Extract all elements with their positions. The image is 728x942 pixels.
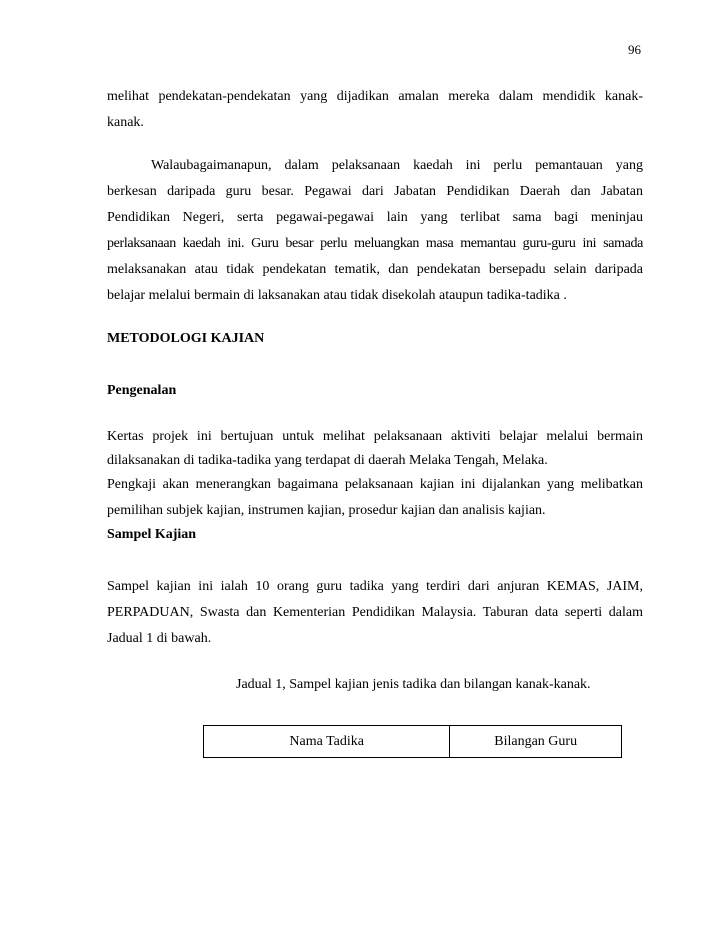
text-line: PERPADUAN, Swasta dan Kementerian Pendidikan Malaysia. Taburan data seperti dalam: [107, 605, 643, 620]
page-number: 96: [628, 42, 641, 57]
text-line: Walaubagaimanapun, dalam pelaksanaan kaedah ini perlu pemantauan yang: [151, 158, 643, 173]
text-line: Pendidikan Negeri, serta pegawai-pegawai lain yang terlibat sama bagi meninjau: [107, 210, 643, 225]
table-header-bilangan-guru: Bilangan Guru: [450, 726, 622, 758]
paragraph-sampel: [107, 574, 643, 652]
text-line: Sampel kajian ini ialah 10 orang guru tadika yang terdiri dari anjuran KEMAS, JAIM,: [107, 579, 643, 594]
text-line: Jadual 1 di bawah.: [107, 631, 212, 646]
text-line: dilaksanakan di tadika-tadika yang terdapat di daerah Melaka Tengah, Melaka.: [107, 453, 548, 468]
table-caption: Jadual 1, Sampel kajian jenis tadika dan bilangan kanak-kanak.: [236, 677, 591, 692]
text-line: kanak.: [107, 115, 144, 130]
text-line: berkesan daripada guru besar. Pegawai dari Jabatan Pendidikan Daerah dan Jabatan: [107, 184, 643, 199]
table-header-nama-tadika: Nama Tadika: [204, 726, 450, 758]
subsection-heading-sampel: Sampel Kajian: [107, 527, 197, 542]
paragraph-pengenalan: [107, 425, 643, 523]
section-heading-metodologi: METODOLOGI KAJIAN: [107, 331, 265, 346]
text-line: Pengkaji akan menerangkan bagaimana pelaksanaan kajian ini dijalankan yang melibatkan: [107, 477, 643, 492]
text-line: melaksanakan atau tidak pendekatan tematik, dan pendekatan bersepadu selain daripada: [107, 262, 643, 277]
text-line: perlaksanaan kaedah ini. Guru besar perlu meluangkan masa memantau guru-guru ini samada: [107, 236, 643, 251]
sample-table: [203, 725, 622, 758]
text-line: pemilihan subjek kajian, instrumen kajian, prosedur kajian dan analisis kajian.: [107, 503, 546, 518]
table-header-row: [204, 726, 622, 758]
text-line: Kertas projek ini bertujuan untuk melihat pelaksanaan aktiviti belajar melalui bermain: [107, 429, 643, 444]
paragraph-intro-continuation: [107, 84, 643, 136]
text-line: melihat pendekatan-pendekatan yang dijadikan amalan mereka dalam mendidik kanak-: [107, 89, 643, 104]
paragraph-pemantauan: [107, 153, 643, 309]
text-line: belajar melalui bermain di laksanakan atau tidak disekolah ataupun tadika-tadika .: [107, 288, 567, 303]
subsection-heading-pengenalan: Pengenalan: [107, 383, 177, 398]
